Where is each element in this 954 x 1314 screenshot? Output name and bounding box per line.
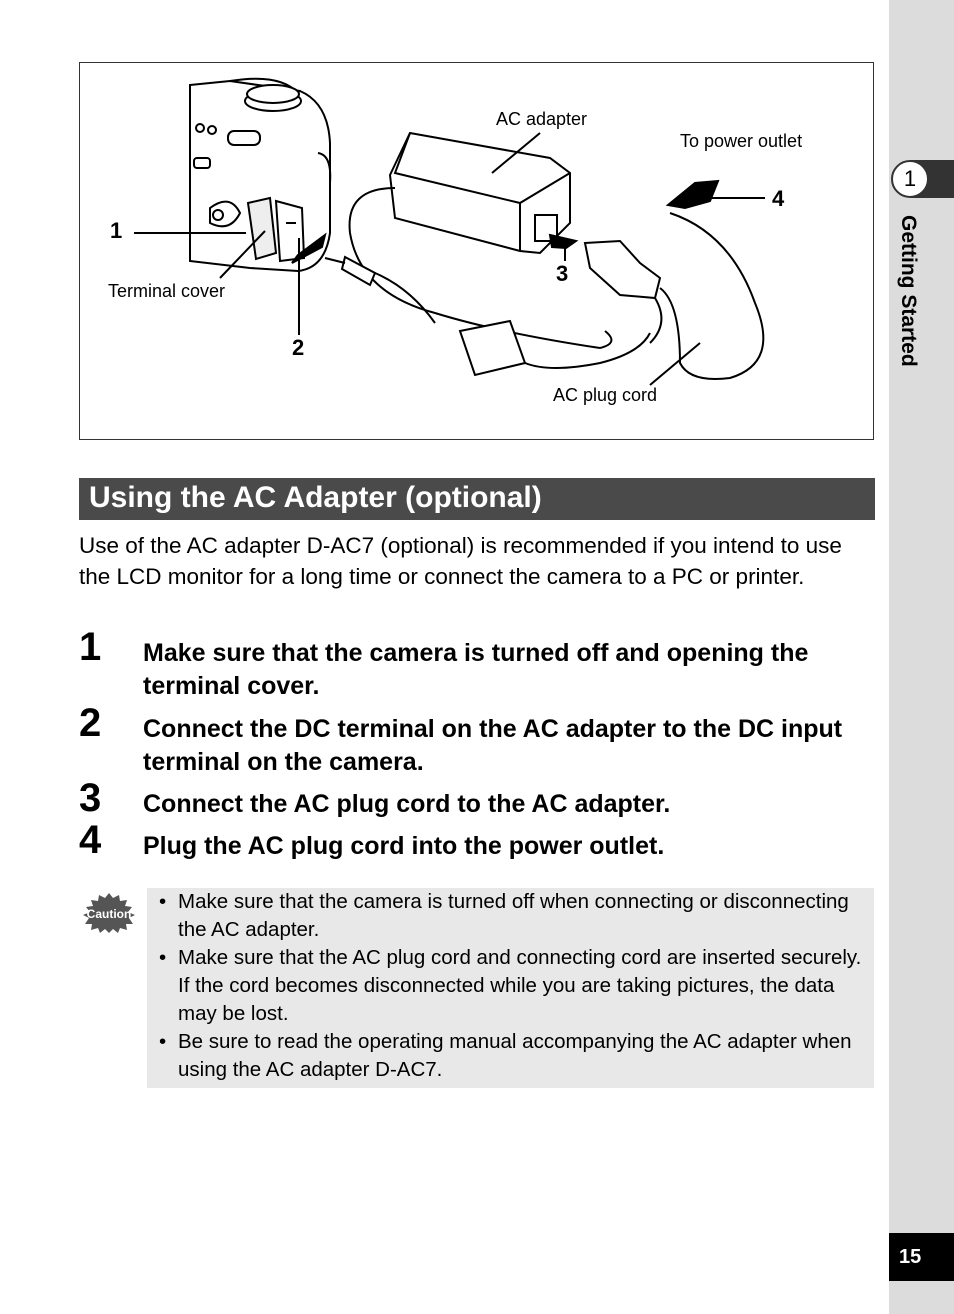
- label-ac-plug-cord: AC plug cord: [553, 385, 658, 405]
- dc-plug: [325, 257, 375, 285]
- label-ac-adapter: AC adapter: [496, 109, 588, 129]
- ac-plug: [585, 241, 660, 298]
- label-terminal-cover: Terminal cover: [108, 281, 226, 301]
- caution-item: • Be sure to read the operating manual accompanying the AC adapter when using the AC adapter D-AC7.: [159, 1030, 852, 1081]
- caution-box: [147, 888, 874, 1088]
- arrow-4: [668, 181, 718, 208]
- label-power-outlet: To power outlet: [680, 131, 803, 151]
- section-heading: Using the AC Adapter (optional): [79, 478, 875, 520]
- step-text: Connect the DC terminal on the AC adapter to the DC input terminal on the camera.: [143, 715, 843, 776]
- connection-diagram: [80, 63, 875, 441]
- arrow-3: [550, 235, 576, 248]
- callout-3: 3: [556, 261, 569, 286]
- caution-item: • Make sure that the camera is turned off when connecting or disconnecting the AC adapter.: [159, 890, 849, 941]
- callout-1: 1: [110, 218, 123, 243]
- bullet: •: [159, 1030, 167, 1053]
- chapter-number: 1: [903, 166, 917, 191]
- ferrite-core: [460, 321, 525, 375]
- bullet: •: [159, 890, 167, 913]
- step-text: Make sure that the camera is turned off and opening the terminal cover.: [143, 639, 809, 700]
- caution-list: [147, 888, 874, 1084]
- callout-2: 2: [292, 335, 305, 360]
- caution-icon: [82, 892, 136, 934]
- caution-item: • Make sure that the AC plug cord and connecting cord are inserted securely. If the cord becomes disconnected while you are taking pictures, the data may be lost.: [159, 946, 862, 1025]
- caution-icon-text: Caution: [86, 907, 132, 921]
- bullet: •: [159, 946, 167, 969]
- intro-paragraph: Use of the AC adapter D-AC7 (optional) is recommended if you intend to use the LCD monitor for a long time or connect the camera to a PC or printer.: [79, 533, 842, 589]
- step-number: 1: [79, 625, 102, 669]
- step-number: 3: [79, 776, 102, 820]
- step-text: Plug the AC plug cord into the power outlet.: [143, 832, 665, 860]
- step-text: Connect the AC plug cord to the AC adapter.: [143, 790, 671, 818]
- step-number: 4: [79, 818, 102, 862]
- page-number: 15: [889, 1233, 954, 1281]
- ac-adapter-illustration: [79, 62, 874, 440]
- callout-4: 4: [772, 186, 785, 211]
- chapter-title: Getting Started: [897, 215, 920, 367]
- step-number: 2: [79, 701, 102, 745]
